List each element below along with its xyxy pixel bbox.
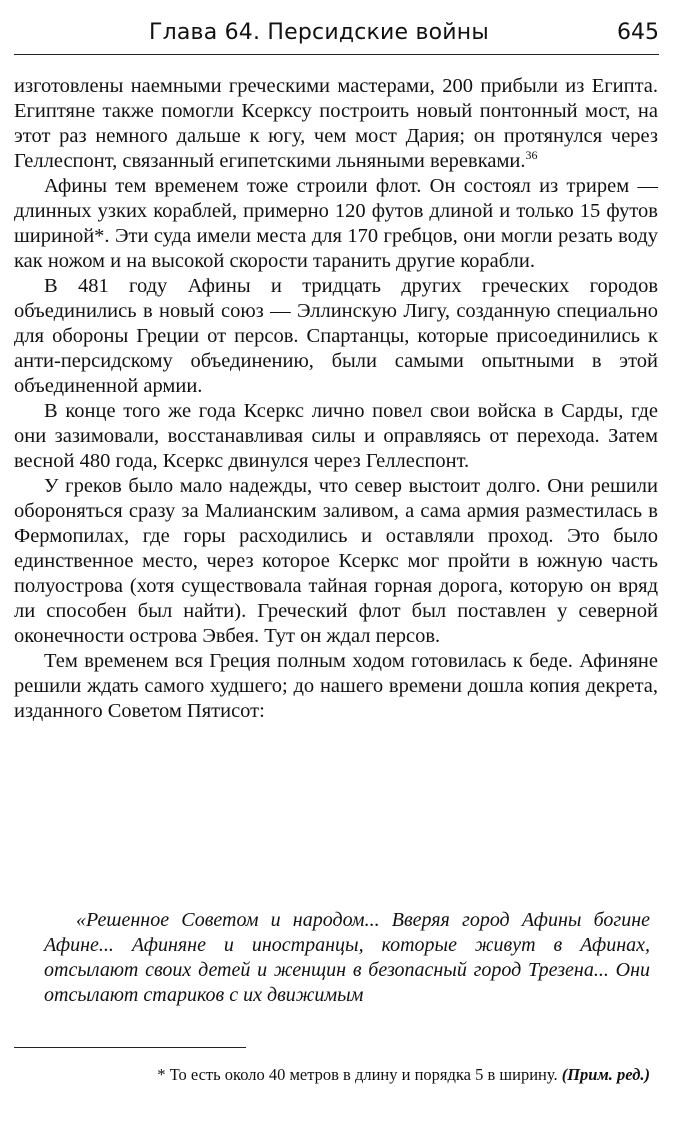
paragraph-1-text: изготовлены наемными греческими мастерами, 200 прибыли из Египта. Египтяне также помогли Ксерксу построить новый понтонный мост, на этот раз немного дальше к югу, чем мост Дария; он протянулся через Геллеспонт, связанный египетскими льняными веревками. (14, 75, 658, 172)
footnote-divider (14, 1047, 246, 1048)
paragraph-3: В 481 году Афины и тридцать других греческих городов объединились в новый союз — Эллинскую Лигу, созданную специально для обороны Греции от персов. Спартанцы, которые присоединились к анти-персидскому объединению, были самыми опытными в этой объединенной армии. (14, 275, 658, 397)
decree-quote: «Решенное Советом и народом... Вверяя город Афины богине Афине... Афиняне и иностранцы, которые живут в Афинах, отсылают своих детей и женщин в безопасный город Трезена... Они отсылают стариков с их движимым (44, 909, 650, 1006)
body-text (14, 74, 658, 724)
paragraph-6: Тем временем вся Греция полным ходом готовилась к беде. Афиняне решили ждать самого худшего; до нашего времени дошла копия декрета, изданного Советом Пятисот: (14, 650, 658, 722)
page-header (14, 14, 659, 55)
paragraph-1 (14, 74, 658, 174)
paragraph-5: У греков было мало надежды, что север выстоит долго. Они решили обороняться сразу за Малианским заливом, а сама армия разместилась в Фермопилах, где горы расходились и оставляли проход. Это было единственное место, через которое Ксеркс мог пройти в южную часть полуострова (хотя существовала тайная горная дорога, которую он вряд ли способен был найти). Греческий флот был поставлен у северной оконечности острова Эвбея. Тут он ждал персов. (14, 475, 658, 647)
paragraph-2: Афины тем временем тоже строили флот. Он состоял из трирем — длинных узких кораблей, примерно 120 футов длиной и только 15 футов шириной*. Эти суда имели места для 170 гребцов, они могли резать воду как ножом и на высокой скорости таранить другие корабли. (14, 175, 658, 272)
paragraph-4: В конце того же года Ксеркс лично повел свои войска в Сарды, где они зазимовали, восстанавливая силы и оправляясь от перехода. Затем весной 480 года, Ксеркс двинулся через Геллеспонт. (14, 400, 658, 472)
running-head: Глава 64. Персидские войны (149, 20, 489, 45)
editor-note: (Прим. ред.) (561, 1065, 650, 1084)
footnote (44, 1065, 650, 1085)
page-number: 645 (617, 20, 659, 45)
footnote-text: * То есть около 40 метров в длину и порядка 5 в ширину. (157, 1065, 558, 1084)
footnote-reference: 36 (525, 148, 538, 162)
